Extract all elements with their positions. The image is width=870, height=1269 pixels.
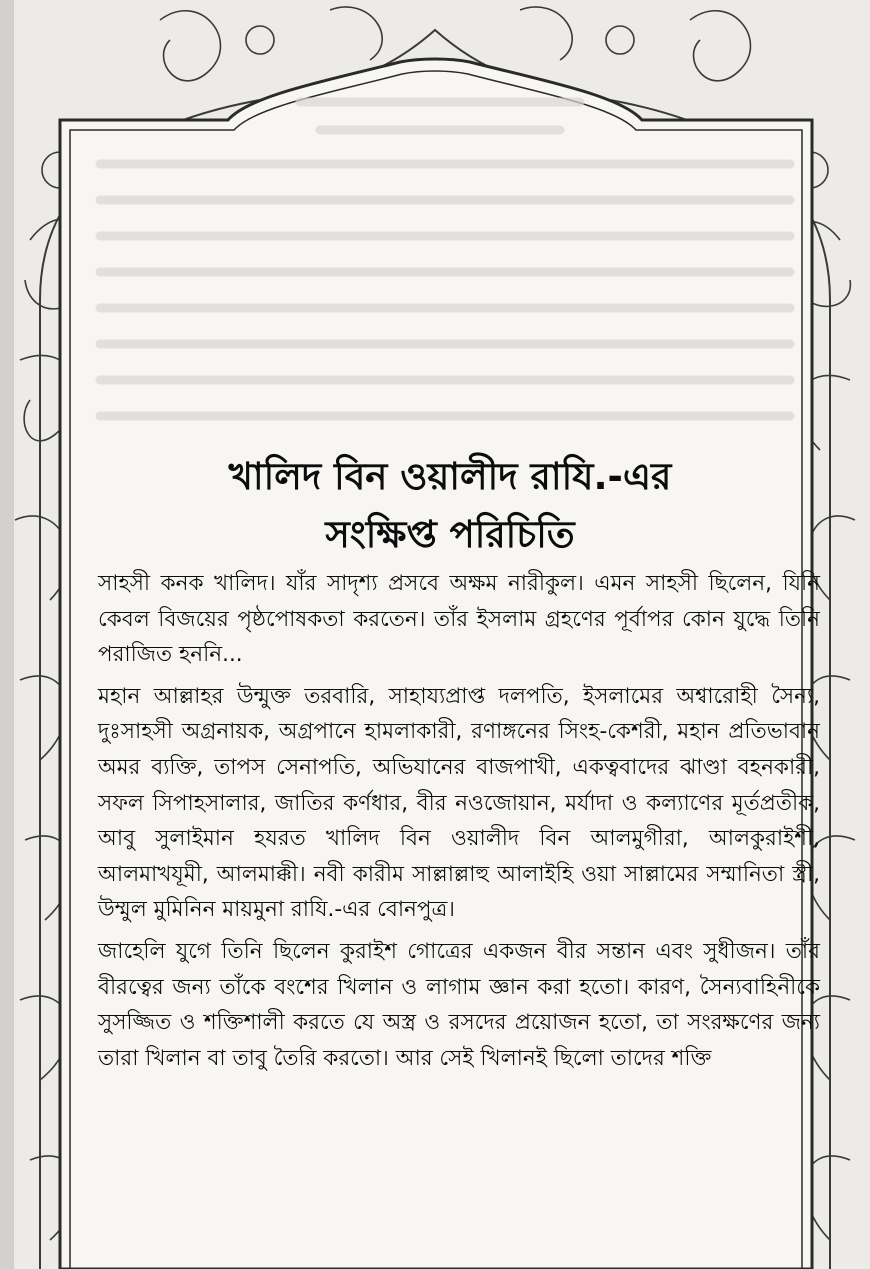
page-title (120, 448, 780, 564)
paragraph-1: সাহসী কনক খালিদ। যাঁর সাদৃশ্য প্রসবে অক্ষম নারীকুল। এমন সাহসী ছিলেন, যিনি কেবল বিজয়ের পৃষ্ঠপোষকতা করতেন। তাঁর ইসলাম গ্রহণের পূর্বাপর কোন যুদ্ধে তিনি পরাজিত হননি... (98, 571, 820, 668)
title-line-2: সংক্ষিপ্ত পরিচিতি (325, 513, 575, 556)
paragraph-3: জাহেলি যুগে তিনি ছিলেন কুরাইশ গোত্রের একজন বীর সন্তান এবং সুধীজন। তাঁর বীরত্বের জন্য তাঁকে বংশের খিলান ও লাগাম জ্ঞান করা হতো। কারণ, সৈন্যবাহিনীকে সুসজ্জিত ও শক্তিশালী করতে যে অস্ত্র ও রসদের প্রয়োজন হতো, তা সংরক্ষণের জন্য তারা খিলান বা তাবু তৈরি করতো। আর সেই খিলানই ছিলো তাদের শক্তি (98, 938, 820, 1071)
binding-shadow (0, 0, 14, 1269)
title-line-1: খালিদ বিন ওয়ালীদ রাযি.-এর (228, 455, 672, 498)
body-text (98, 566, 820, 1082)
paragraph-2: মহান আল্লাহর উন্মুক্ত তরবারি, সাহায্যপ্রাপ্ত দলপতি, ইসলামের অশ্বারোহী সৈন্য, দুঃসাহসী অগ্রনায়ক, অগ্রপানে হামলাকারী, রণাঙ্গনের সিংহ-কেশরী, মহান প্রতিভাবান অমর ব্যক্তি, তাপস সেনাপতি, অভিযানের বাজপাখী, একত্ববাদের ঝাণ্ডা বহনকারী, সফল সিপাহসালার, জাতির কর্ণধার, বীর নওজোয়ান, মর্যাদা ও কল্যাণের মূর্তপ্রতীক, আবু সুলাইমান হযরত খালিদ বিন ওয়ালীদ বিন আলমুগীরা, আলকুরাইশী, আলমাখযূমী, আলমাক্কী। নবী কারীম সাল্লাল্লাহু আলাইহি ওয়া সাল্লামের সম্মানিতা স্ত্রী, উম্মুল মুমিনিন মায়মুনা রাযি.-এর বোনপুত্র। (98, 683, 820, 923)
